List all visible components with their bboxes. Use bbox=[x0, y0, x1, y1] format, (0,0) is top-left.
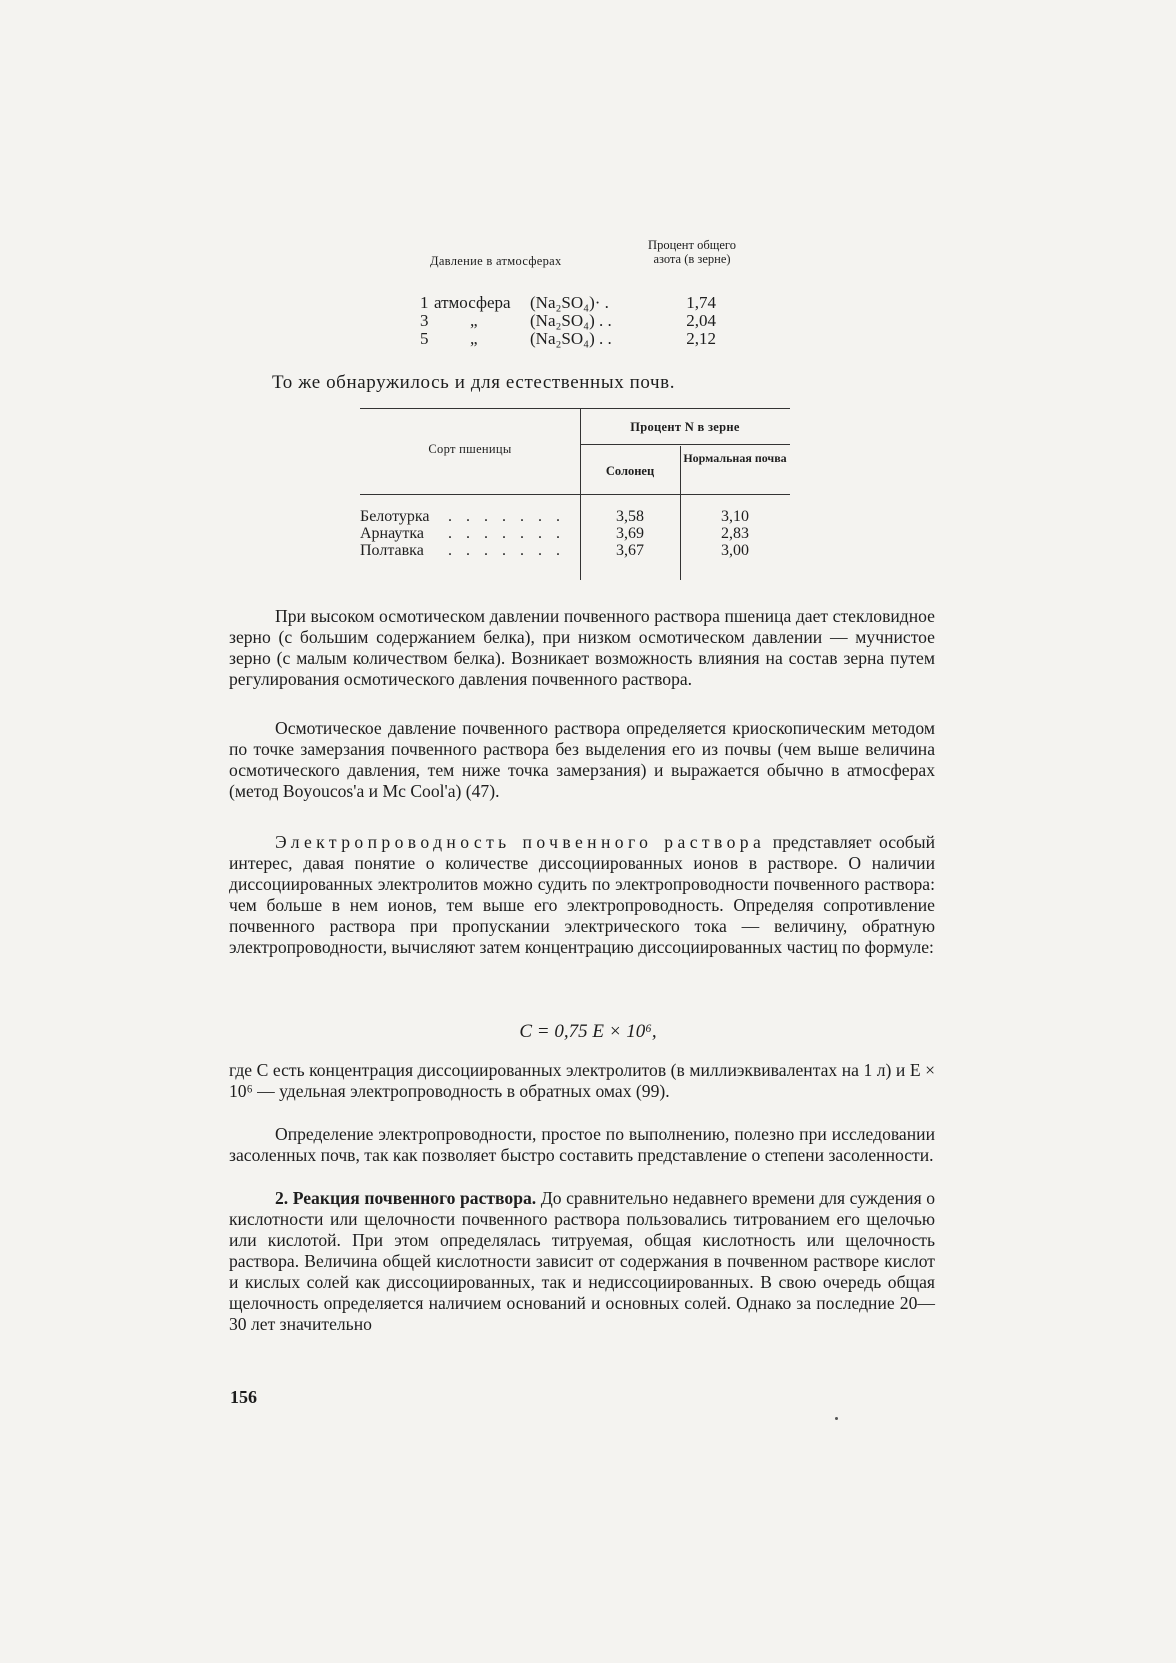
table1-row bbox=[420, 311, 760, 331]
solonets-value: 3,58 bbox=[616, 508, 644, 525]
paragraph-soil-reaction-text: До сравнительно недавнего времени для суждения о кислотности или щелочности почвенного раствора пользовались титрованием его щелочью или кислотой. При этом определялась титруемая, общая кислотность или щелочность раствора. Величина общей кислотности зависит от содержания в почвенном растворе кислот и кислых солей как диссоциированных, так и недиссоциированных. В свою очередь общая щелочность определяется наличием оснований и основных солей. Однако за последние 20—30 лет значительно bbox=[229, 1188, 935, 1334]
solonets-value: 3,67 bbox=[616, 542, 644, 559]
table2-header-percent: Процент N в зерне bbox=[630, 420, 740, 434]
table1-row-label: атмосфера bbox=[434, 293, 511, 312]
table-rule bbox=[360, 408, 790, 409]
leader-dots: . . . . . . . bbox=[448, 508, 565, 525]
table1-row-number: 5 bbox=[420, 329, 429, 348]
leader-dots: . . . . . . . bbox=[448, 525, 565, 542]
table1-row-value: 2,12 bbox=[686, 329, 716, 348]
concentration-formula: C = 0,75 E × 10⁶, bbox=[519, 1021, 657, 1042]
table1-row-label: „ bbox=[470, 311, 478, 330]
table1-row-number: 3 bbox=[420, 311, 429, 330]
table1-row-label: „ bbox=[470, 329, 478, 348]
table-row bbox=[360, 508, 790, 526]
section-heading-reaction: 2. Реакция почвенного раствора. bbox=[275, 1188, 537, 1208]
table1-row-formula: (Na₂SO₄) . . bbox=[530, 311, 612, 330]
variety-name: Полтавка bbox=[360, 542, 424, 559]
paragraph-conductivity-use: Определение электропроводности, простое по выполнению, полезно при исследовании засоленных почв, так как позволяет быстро составить представление о степени засоленности. bbox=[229, 1124, 935, 1165]
paragraph-formula-explanation: где C есть концентрация диссоциированных электролитов (в миллиэквивалентах на 1 л) и E × 10⁶ — удельная электропроводность в обратных омах (99). bbox=[229, 1060, 935, 1101]
table1-header-pressure: Давление в атмосферах bbox=[430, 254, 562, 268]
table-rule bbox=[360, 494, 790, 495]
normal-value: 3,10 bbox=[721, 508, 749, 525]
paragraph-conductivity bbox=[229, 832, 935, 958]
table1-header-nitrogen: Процент общего азота (в зерне) bbox=[648, 238, 736, 266]
table1-row-value: 2,04 bbox=[686, 311, 716, 330]
normal-value: 3,00 bbox=[721, 542, 749, 559]
paragraph-osmotic-method: Осмотическое давление почвенного раствора определяется криоскопическим методом по точке замерзания почвенного раствора без выделения его из почвы (чем выше величина осмотического давления, тем ниже точка замерзания) и выражается обычно в атмосферах (метод Boyoucos'а и Mc Cool'а) (47). bbox=[229, 718, 935, 801]
leader-dots: . . . . . . . bbox=[448, 542, 565, 559]
table1-row bbox=[420, 293, 760, 313]
table-row bbox=[360, 542, 790, 560]
table1-row-formula: (Na₂SO₄)· . bbox=[530, 293, 609, 312]
wheat-nitrogen-table bbox=[360, 408, 790, 588]
table2-header-solonets: Солонец bbox=[605, 464, 655, 478]
table1-row-value: 1,74 bbox=[686, 293, 716, 312]
normal-value: 2,83 bbox=[721, 525, 749, 542]
table-row bbox=[360, 525, 790, 543]
paragraph-osmotic-wheat: При высоком осмотическом давлении почвенного раствора пшеница дает стекловидное зерно (с большим содержанием белка), при низком осмотическом давлении — мучнистое зерно (с малым количеством белка). Возникает возможность влияния на состав зерна путем регулирования осмотического давления почвенного раствора. bbox=[229, 606, 935, 689]
table1-row bbox=[420, 329, 760, 349]
paragraph-soil-reaction bbox=[229, 1188, 935, 1335]
table-rule bbox=[580, 444, 790, 445]
table2-header-normal: Нормальная почва bbox=[683, 451, 787, 465]
table1-row-number: 1 bbox=[420, 293, 429, 312]
paragraph-conductivity-text: представляет особый интерес, давая понятие о количестве диссоциированных ионов в растворе. О наличии диссоциированных электролитов можно судить по электропроводности почвенного раствора: чем больше в нем ионов, тем выше его электропроводность. Определяя сопротивление почвенного раствора при пропускании электрического тока — величину, обратную электропроводности, вычисляют затем концентрацию диссоциированных частиц по формуле: bbox=[229, 832, 935, 957]
variety-name: Арнаутка bbox=[360, 525, 425, 542]
page-number: 156 bbox=[230, 1387, 257, 1407]
solonets-value: 3,69 bbox=[616, 525, 644, 542]
table1-row-formula: (Na₂SO₄) . . bbox=[530, 329, 612, 348]
term-conductivity: Электропроводность почвенного раствора bbox=[275, 832, 766, 852]
print-speck bbox=[835, 1417, 838, 1420]
intro-sentence: То же обнаружилось и для естественных почв. bbox=[272, 372, 676, 393]
table2-header-variety: Сорт пшеницы bbox=[428, 442, 512, 456]
variety-name: Белотурка bbox=[360, 508, 430, 525]
